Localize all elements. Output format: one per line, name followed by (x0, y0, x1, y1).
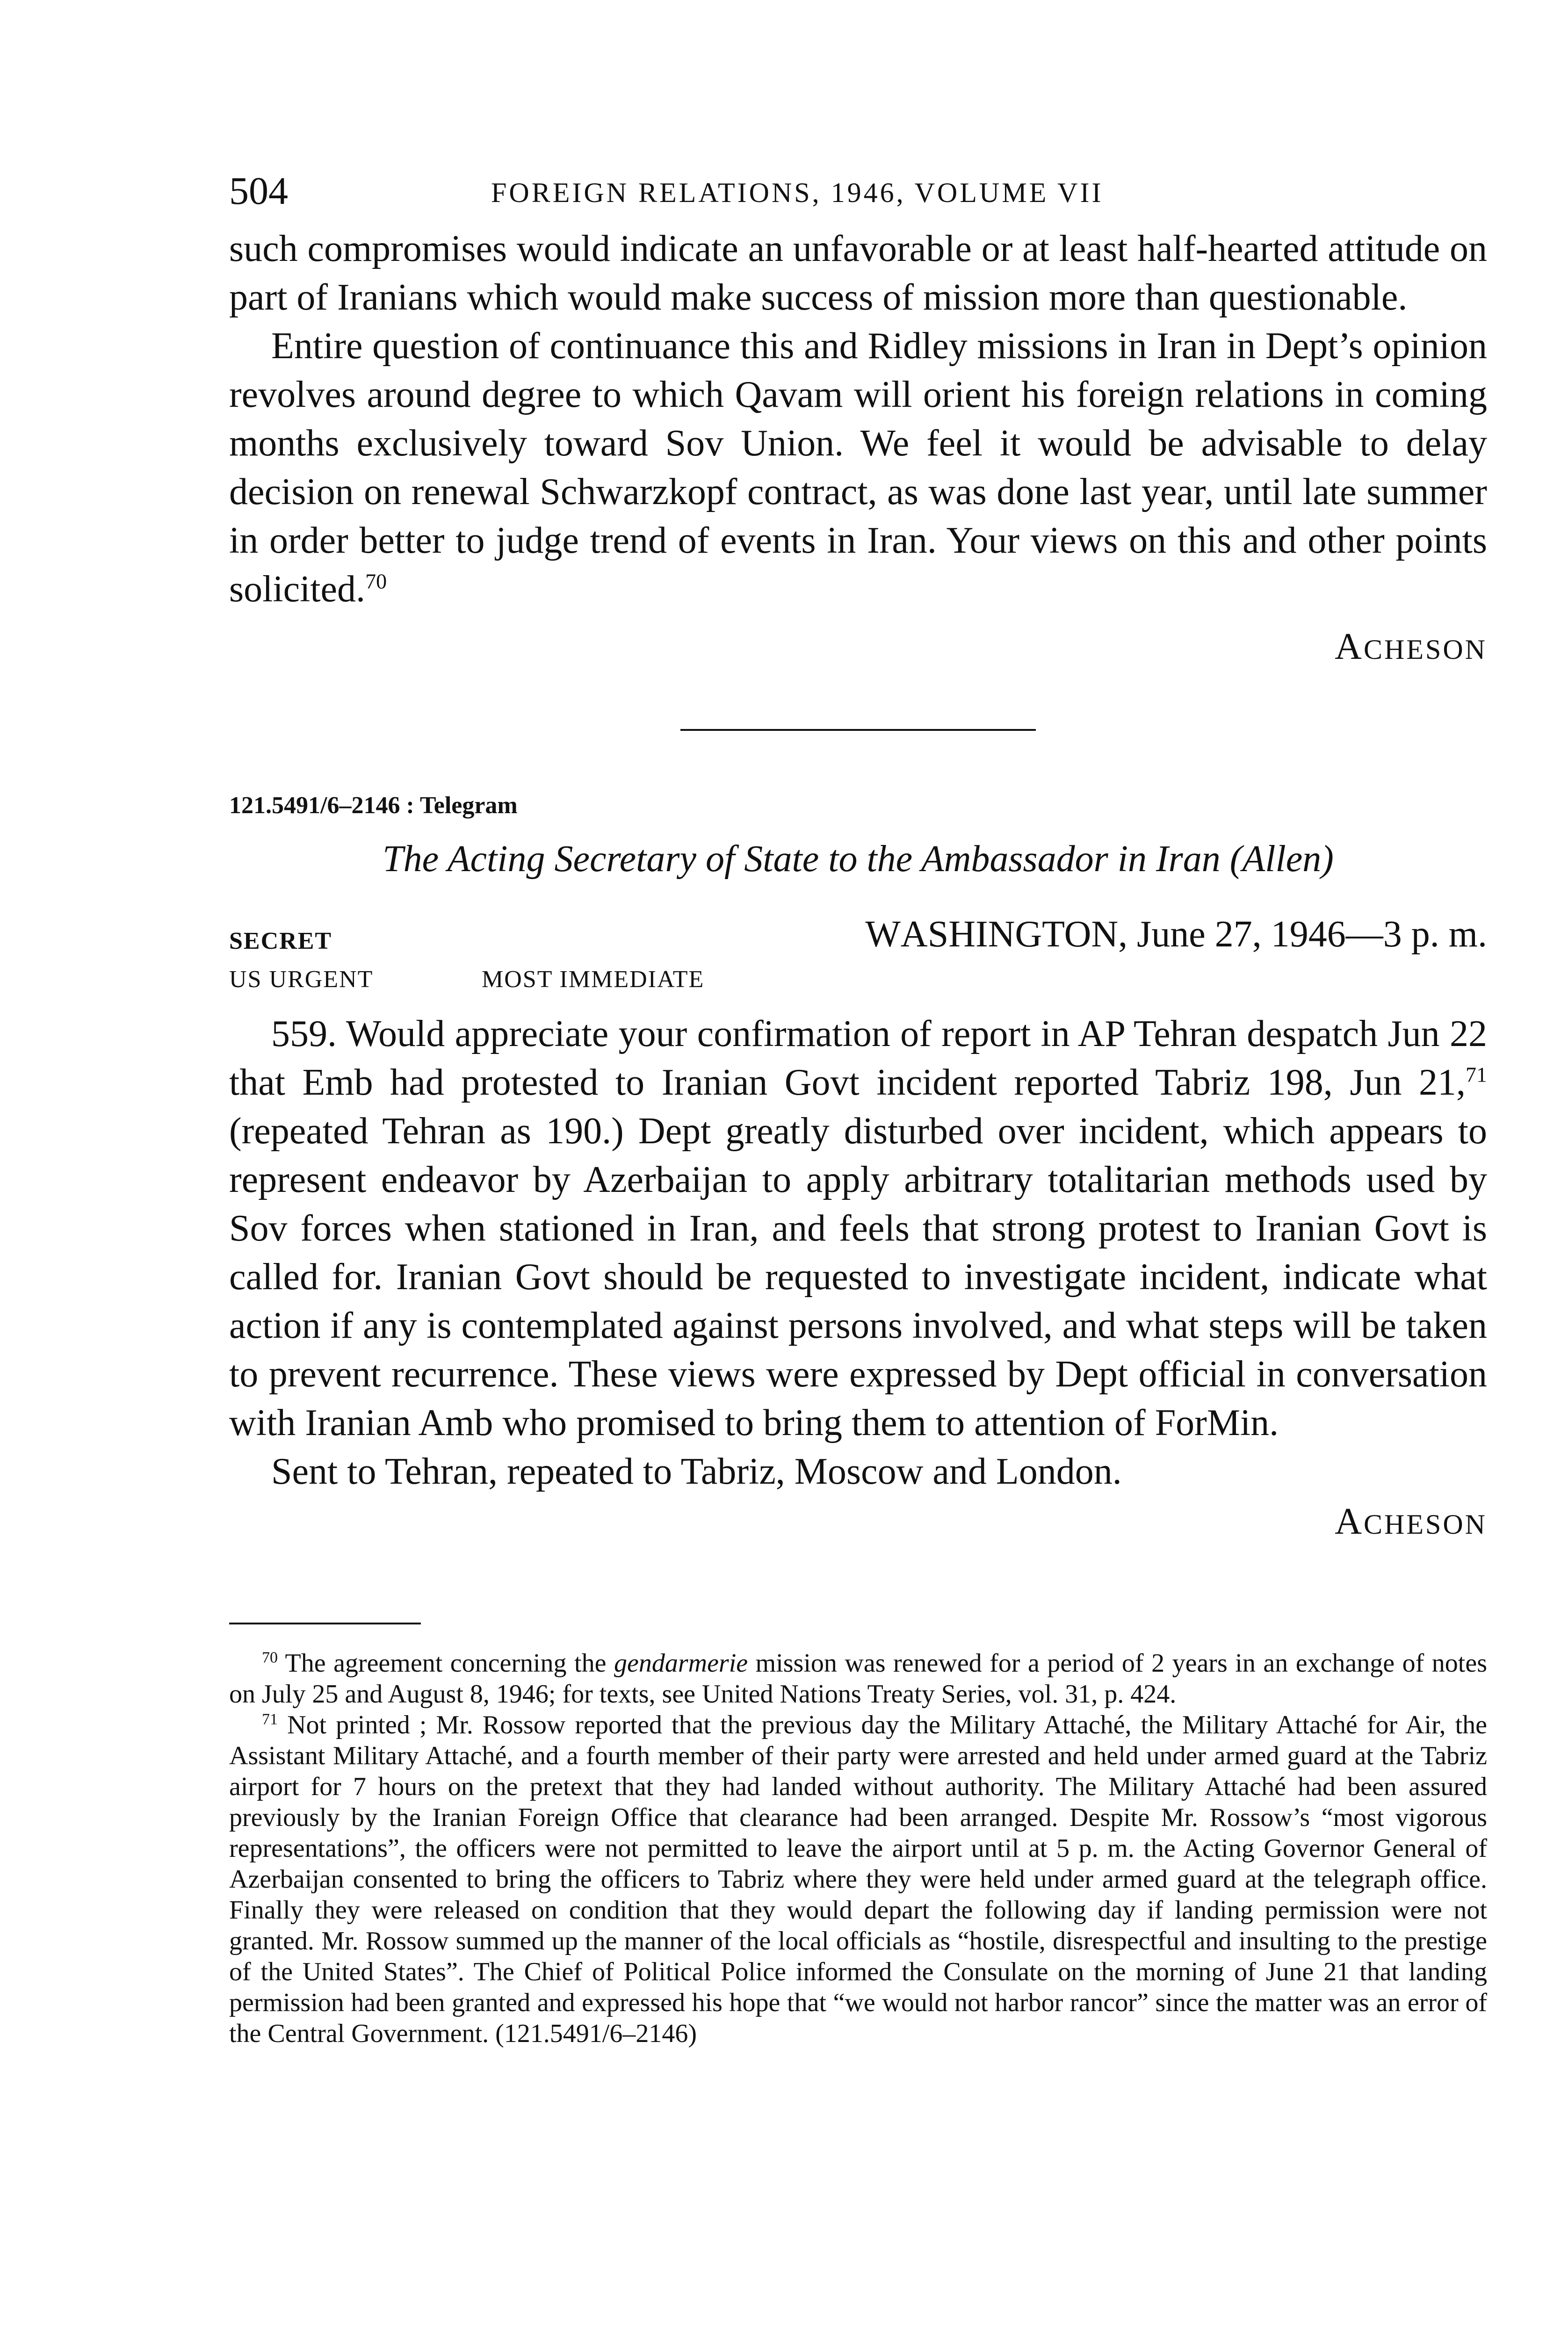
signature-initial: A (1335, 626, 1364, 667)
running-head (229, 168, 1487, 224)
footnote-70-text-2: mission was renewed for a period of 2 years in an exchange of notes on July 25 and August 8, 1946; for texts, see United Nations Treaty Series, vol. 31, p. 424. (229, 1649, 1487, 1709)
page-content (229, 168, 1487, 2049)
footnote-ref-71[interactable]: 71 (1466, 1062, 1487, 1087)
footnote-70-marker: 70 (262, 1649, 278, 1667)
distribution-paragraph (229, 1447, 1487, 1496)
page-number: 504 (229, 169, 288, 213)
footnote-71-marker: 71 (262, 1710, 278, 1728)
body-paragraph-text: Entire question of continuance this and Ridley missions in Iran in Dept’s opinion revolves around degree to which Qavam will orient his foreign relations in coming months exclusively toward Sov Union. We feel it would be advisable to delay decision on renewal Schwarzkopf contract, as was done last year, until late summer in order better to judge trend of events in Iran. Your views on this and other points solicited. (229, 325, 1487, 610)
footnote-ref-70[interactable]: 70 (365, 569, 387, 593)
signature (229, 1501, 1487, 1543)
signature (229, 626, 1487, 668)
footnote-71 (229, 1710, 1487, 2049)
dateline-date: June 27, 1946—3 p. m. (1127, 914, 1487, 955)
dateline-place: ASHINGTON, (900, 914, 1128, 955)
footnotes (229, 1648, 1487, 2049)
priority-row (229, 958, 1487, 1000)
signature-initial: A (1335, 1501, 1364, 1542)
document-heading: The Acting Secretary of State to the Ambassador in Iran (Allen) (383, 838, 1334, 880)
telegram-text (229, 1010, 1487, 1496)
priority-most-immediate: MOST IMMEDIATE (482, 966, 705, 993)
priority-us-urgent: US URGENT (229, 966, 374, 993)
file-reference: 121.5491/6–2146 : Telegram (229, 792, 518, 819)
classification-row (229, 913, 1487, 958)
footnote-70-text-1: The agreement concerning the (278, 1649, 614, 1678)
footnote-70-italic: gendarmerie (614, 1649, 748, 1678)
running-title: FOREIGN RELATIONS, 1946, VOLUME VII (491, 177, 1104, 208)
footnote-71-text: Not printed ; Mr. Rossow reported that the previous day the Military Attaché, the Military Attaché for Air, the Assistant Military Attaché, and a fourth member of their party were arrested and held under armed guard at the Tabriz airport for 7 hours on the pretext that they had landed without authority. The Military Attaché had been assured previously by the Iranian Foreign Office that clearance had been arranged. Despite Mr. Rossow’s “most vigorous representations”, the officers were not permitted to leave the airport until at 5 p. m. the Acting Governor General of Azerbaijan consented to bring the officers to Tabriz where they were held under armed guard at the telegraph office. Finally they were released on condition that they would depart the following day if landing permission were not granted. Mr. Rossow summed up the manner of the local officials as “hostile, disrespectful and insulting to the prestige of the United States”. The Chief of Political Police informed the Consulate on the morning of June 21 that landing permission had been granted and expressed his hope that “we would not harbor rancor” since the matter was an error of the Central Government. (121.5491/6–2146) (229, 1710, 1487, 2048)
telegram-paragraph (229, 1010, 1487, 1447)
telegram-paragraph-text-2: (repeated Tehran as 190.) Dept greatly disturbed over incident, which appears to represent endeavor by Azerbaijan to apply arbitrary totalitarian methods used by Sov forces when stationed in Iran, and feels that strong protest to Iranian Govt is called for. Iranian Govt should be requested to investigate incident, indicate what action if any is contemplated against persons involved, and what steps will be taken to prevent recurrence. These views were expressed by Dept official in conversation with Iranian Amb who promised to bring them to attention of ForMin. (229, 1111, 1487, 1443)
classification-label: SECRET (229, 928, 332, 954)
previous-document-text (229, 224, 1487, 613)
telegram-paragraph-text-1: 559. Would appreciate your confirmation of report in AP Tehran despatch Jun 22 that Emb had protested to Iranian Govt incident reported Tabriz 198, Jun 21, (229, 1013, 1487, 1103)
document-separator (680, 729, 1036, 731)
distribution-text: Sent to Tehran, repeated to Tabriz, Moscow and London. (271, 1451, 1122, 1492)
footnote-rule (229, 1623, 421, 1624)
continuation-paragraph-text: such compromises would indicate an unfavorable or at least half-hearted attitude on part of Iranians which would make success of mission more than questionable. (229, 228, 1487, 318)
footnote-70 (229, 1648, 1487, 1710)
dateline-place-initial: W (865, 914, 901, 955)
signature-rest: CHESON (1363, 634, 1487, 665)
body-paragraph (229, 322, 1487, 613)
signature-rest: CHESON (1363, 1509, 1487, 1540)
dateline (865, 913, 1487, 956)
continuation-paragraph (229, 224, 1487, 322)
